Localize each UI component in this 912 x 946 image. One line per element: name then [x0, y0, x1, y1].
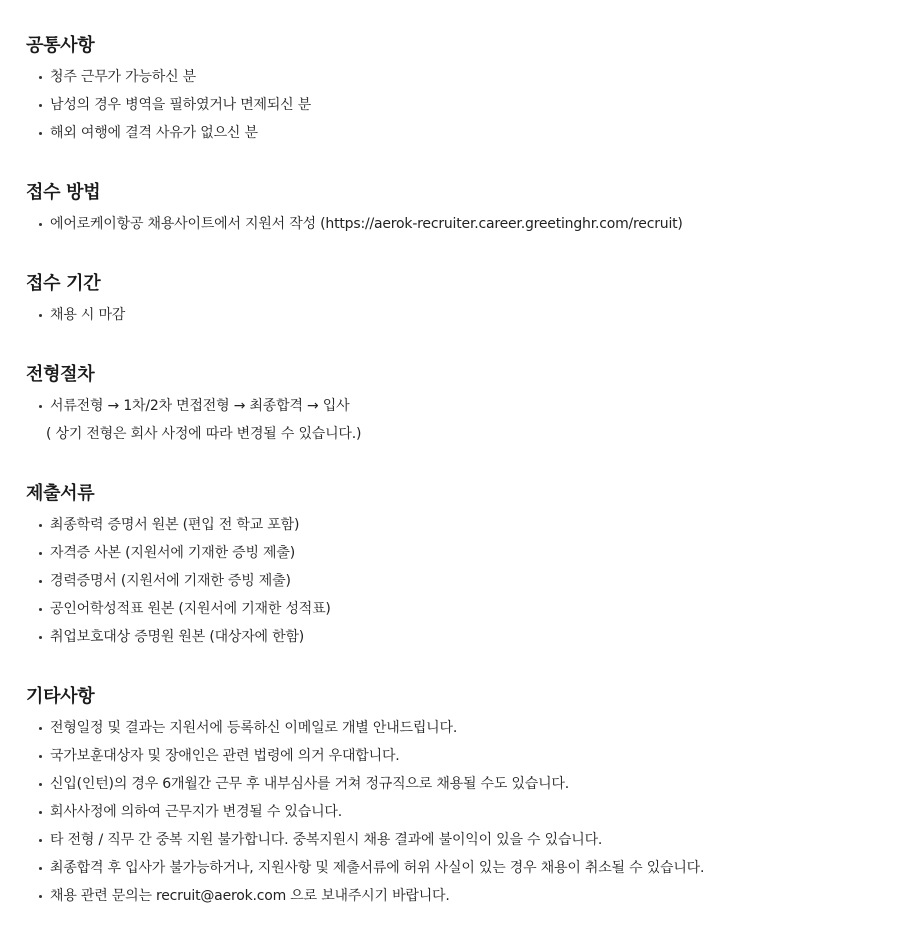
list-item: 경력증명서 (지원서에 기재한 증빙 제출) — [38, 567, 912, 595]
list-item: 회사사정에 의하여 근무지가 변경될 수 있습니다. — [38, 798, 912, 826]
list-item: 공인어학성적표 원본 (지원서에 기재한 성적표) — [38, 595, 912, 623]
list-item: 최종합격 후 입사가 불가능하거나, 지원사항 및 제출서류에 허위 사실이 있는 경우 채용이 취소될 수 있습니다. — [38, 854, 912, 882]
section-title: 공통사항 — [26, 35, 95, 56]
list-item: 채용 시 마감 — [38, 301, 912, 329]
process-note: ( 상기 전형은 회사 사정에 따라 변경될 수 있습니다.) — [46, 426, 362, 442]
section-title: 제출서류 — [26, 483, 95, 504]
section-required-documents — [26, 482, 912, 651]
list-item: 전형일정 및 결과는 지원서에 등록하신 이메일로 개별 안내드립니다. — [38, 714, 912, 742]
notes-list — [26, 714, 912, 910]
section-title: 접수 방법 — [26, 182, 101, 203]
list-item: 남성의 경우 병역을 필하였거나 면제되신 분 — [38, 91, 912, 119]
list-item: 타 전형 / 직무 간 중복 지원 불가합니다. 중복지원시 채용 결과에 불이익이 있을 수 있습니다. — [38, 826, 912, 854]
list-item: 자격증 사본 (지원서에 기재한 증빙 제출) — [38, 539, 912, 567]
section-title: 기타사항 — [26, 686, 95, 707]
section-common-requirements — [26, 34, 912, 147]
section-title: 전형절차 — [26, 364, 95, 385]
section-application-method — [26, 181, 912, 238]
list-item: 에어로케이항공 채용사이트에서 지원서 작성 (https://aerok-recruiter.career.greetinghr.com/recruit) — [38, 210, 912, 238]
section-other-notes — [26, 685, 912, 910]
section-application-period — [26, 272, 912, 329]
method-list — [26, 210, 912, 238]
list-item: 서류전형 → 1차/2차 면접전형 → 최종합격 → 입사 — [38, 392, 912, 420]
documents-list — [26, 511, 912, 651]
list-item: 해외 여행에 결격 사유가 없으신 분 — [38, 119, 912, 147]
list-item: 국가보훈대상자 및 장애인은 관련 법령에 의거 우대합니다. — [38, 742, 912, 770]
list-item: 최종학력 증명서 원본 (편입 전 학교 포함) — [38, 511, 912, 539]
list-item: 채용 관련 문의는 recruit@aerok.com 으로 보내주시기 바랍니다. — [38, 882, 912, 910]
section-title: 접수 기간 — [26, 273, 101, 294]
list-item: 취업보호대상 증명원 원본 (대상자에 한함) — [38, 623, 912, 651]
section-selection-process — [26, 363, 912, 448]
list-item: 청주 근무가 가능하신 분 — [38, 63, 912, 91]
list-item: 신입(인턴)의 경우 6개월간 근무 후 내부심사를 거쳐 정규직으로 채용될 수도 있습니다. — [38, 770, 912, 798]
process-list — [26, 392, 912, 420]
period-list — [26, 301, 912, 329]
requirement-list — [26, 63, 912, 147]
